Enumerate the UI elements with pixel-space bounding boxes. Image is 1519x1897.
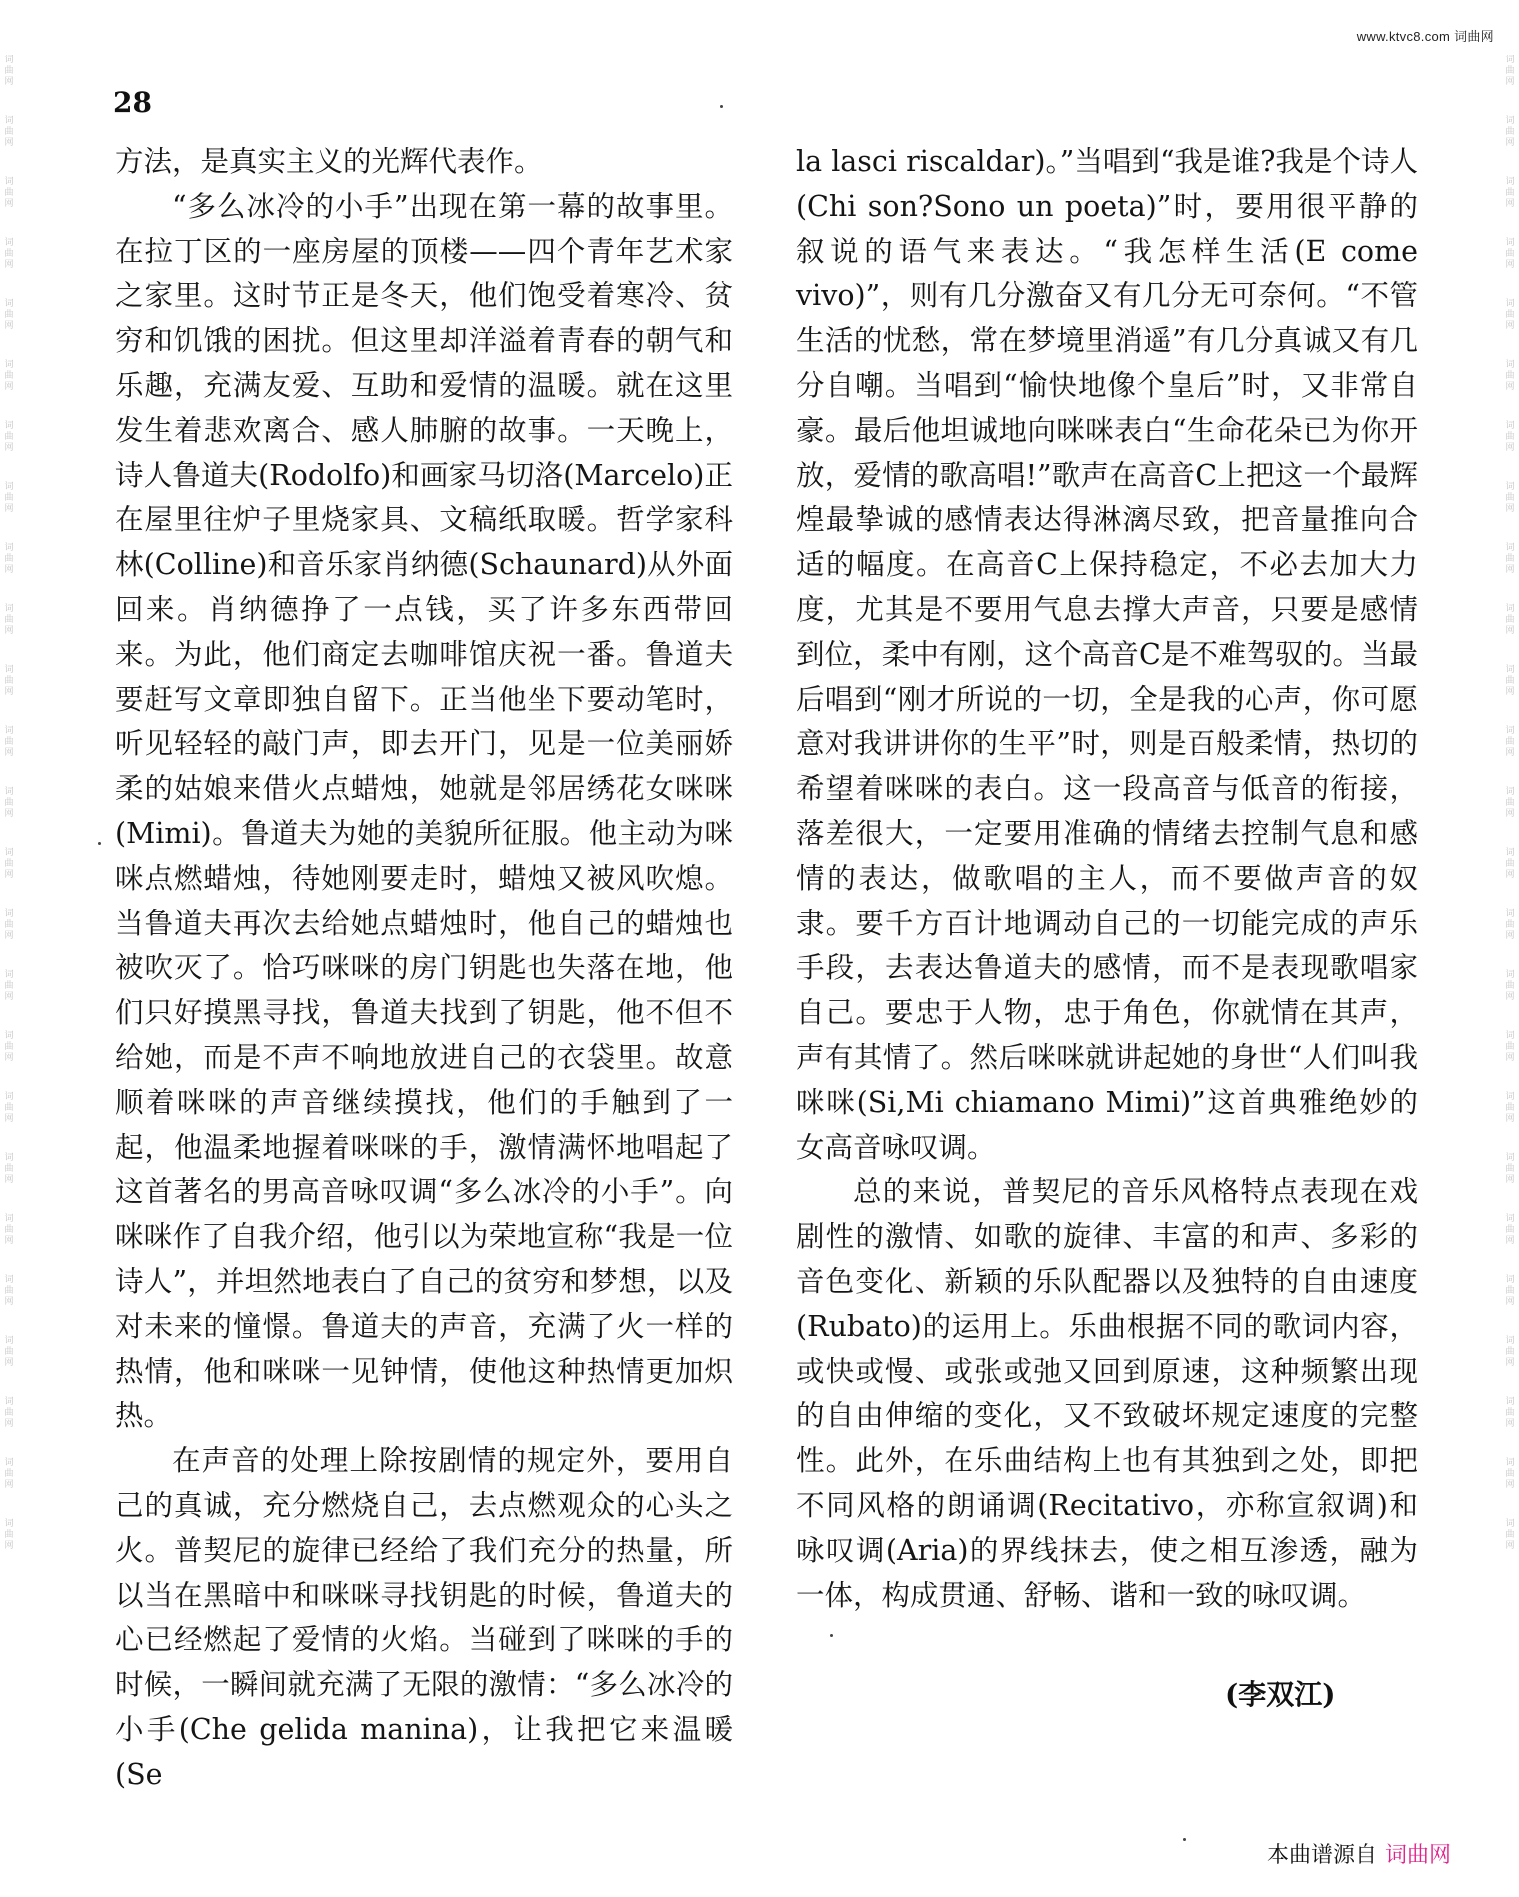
left-column xyxy=(115,140,733,1797)
paragraph: la lasci riscaldar)。”当唱到“我是谁?我是个诗人(Chi son?Sono un poeta)”时，要用很平静的叙说的语气来表达。“我怎样生活(E come vivo)”，则有几分激奋又有几分无可奈何。“不管生活的忧愁，常在梦境里消遥”有几分真诚又有几分自嘲。当唱到“愉快地像个皇后”时，又非常自豪。最后他坦诚地向咪咪表白“生命花朵已为你开放，爱情的歌高唱!”歌声在高音C上把这一个最辉煌最挚诚的感情表达得淋漓尽致，把音量推向合适的幅度。在高音C上保持稳定，不必去加大力度，尤其是不要用气息去撑大声音，只要是感情到位，柔中有刚，这个高音C是不难驾驭的。当最后唱到“刚才所说的一切，全是我的心声，你可愿意对我讲讲你的生平”时，则是百般柔情，热切的希望着咪咪的表白。这一段高音与低音的衔接，落差很大，一定要用准确的情绪去控制气息和感情的表达，做歌唱的主人，而不要做声音的奴隶。要千方百计地调动自己的一切能完成的声乐手段，去表达鲁道夫的感情，而不是表现歌唱家自己。要忠于人物，忠于角色，你就情在其声，声有其情了。然后咪咪就讲起她的身世“人们叫我咪咪(Si,Mi chiamano Mimi)”这首典雅绝妙的女高音咏叹调。 xyxy=(796,145,1418,1164)
scan-speck xyxy=(830,1634,833,1637)
edge-watermark-right: 词曲网 词曲网 词曲网 词曲网 词曲网 词曲网 词曲网 词曲网 词曲网 词曲网 词曲网 词曲网 词曲网 词曲网 词曲网 词曲网 词曲网 词曲网 词曲网 词曲网 词曲网 词曲网 词曲网 词曲网 词曲网 xyxy=(1505,55,1515,1551)
paragraph: “多么冰冷的小手”出现在第一幕的故事里。在拉丁区的一座房屋的顶楼——四个青年艺术家之家里。这时节正是冬天，他们饱受着寒冷、贫穷和饥饿的困扰。但这里却洋溢着青春的朝气和乐趣，充满友爱、互助和爱情的温暖。就在这里发生着悲欢离合、感人肺腑的故事。一天晚上，诗人鲁道夫(Rodolfo)和画家马切洛(Marcelo)正在屋里往炉子里烧家具、文稿纸取暖。哲学家科林(Colline)和音乐家肖纳德(Schaunard)从外面回来。肖纳德挣了一点钱，买了许多东西带回来。为此，他们商定去咖啡馆庆祝一番。鲁道夫要赶写文章即独自留下。正当他坐下要动笔时，听见轻轻的敲门声，即去开门，见是一位美丽娇柔的姑娘来借火点蜡烛，她就是邻居绣花女咪咪(Mimi)。鲁道夫为她的美貌所征服。他主动为咪咪点燃蜡烛，待她刚要走时，蜡烛又被风吹熄。当鲁道夫再次去给她点蜡烛时，他自己的蜡烛也被吹灭了。恰巧咪咪的房门钥匙也失落在地，他们只好摸黑寻找，鲁道夫找到了钥匙，他不但不给她，而是不声不响地放进自己的衣袋里。故意顺着咪咪的声音继续摸找，他们的手触到了一起，他温柔地握着咪咪的手，激情满怀地唱起了这首著名的男高音咏叹调“多么冰冷的小手”。向咪咪作了自我介绍，他引以为荣地宣称“我是一位诗人”，并坦然地表白了自己的贫穷和梦想，以及对未来的憧憬。鲁道夫的声音，充满了火一样的热情，他和咪咪一见钟情，使他这种热情更加炽热。 xyxy=(115,189,733,1433)
footer-credit xyxy=(1267,1838,1451,1869)
footer-brand-link[interactable]: 词曲网 xyxy=(1385,1843,1452,1868)
scan-speck xyxy=(1183,1838,1186,1841)
edge-watermark-left: 词曲网 词曲网 词曲网 词曲网 词曲网 词曲网 词曲网 词曲网 词曲网 词曲网 词曲网 词曲网 词曲网 词曲网 词曲网 词曲网 词曲网 词曲网 词曲网 词曲网 词曲网 词曲网 词曲网 词曲网 词曲网 xyxy=(4,55,14,1551)
header-url: www.ktvc8.com 词曲网 xyxy=(1356,29,1494,44)
scan-speck xyxy=(720,105,723,108)
paragraph: 总的来说，普契尼的音乐风格特点表现在戏剧性的激情、如歌的旋律、丰富的和声、多彩的音色变化、新颖的乐队配器以及独特的自由速度(Rubato)的运用上。乐曲根据不同的歌词内容，或快或慢、或张或弛又回到原速，这种频繁出现的自由伸缩的变化，又不致破坏规定速度的完整性。此外，在乐曲结构上也有其独到之处，即把不同风格的朗诵调(Recitativo，亦称宣叙调)和咏叹调(Aria)的界线抹去，使之相互渗透，融为一体，构成贯通、舒畅、谐和一致的咏叹调。 xyxy=(796,1175,1418,1612)
page-number: 28 xyxy=(113,86,152,119)
paragraph: 方法，是真实主义的光辉代表作。 xyxy=(115,145,543,178)
right-column xyxy=(796,140,1418,1618)
scan-speck xyxy=(98,842,101,845)
author-signature: (李双江) xyxy=(1225,1678,1336,1711)
footer-credit-text: 本曲谱源自 xyxy=(1267,1843,1378,1868)
paragraph: 在声音的处理上除按剧情的规定外，要用自己的真诚，充分燃烧自己，去点燃观众的心头之火。普契尼的旋律已经给了我们充分的热量，所以当在黑暗中和咪咪寻找钥匙的时候，鲁道夫的心已经燃起了爱情的火焰。当碰到了咪咪的手的时候，一瞬间就充满了无限的激情：“多么冰冷的小手(Che gelida manina)，让我把它来温暖(Se xyxy=(115,1444,733,1791)
